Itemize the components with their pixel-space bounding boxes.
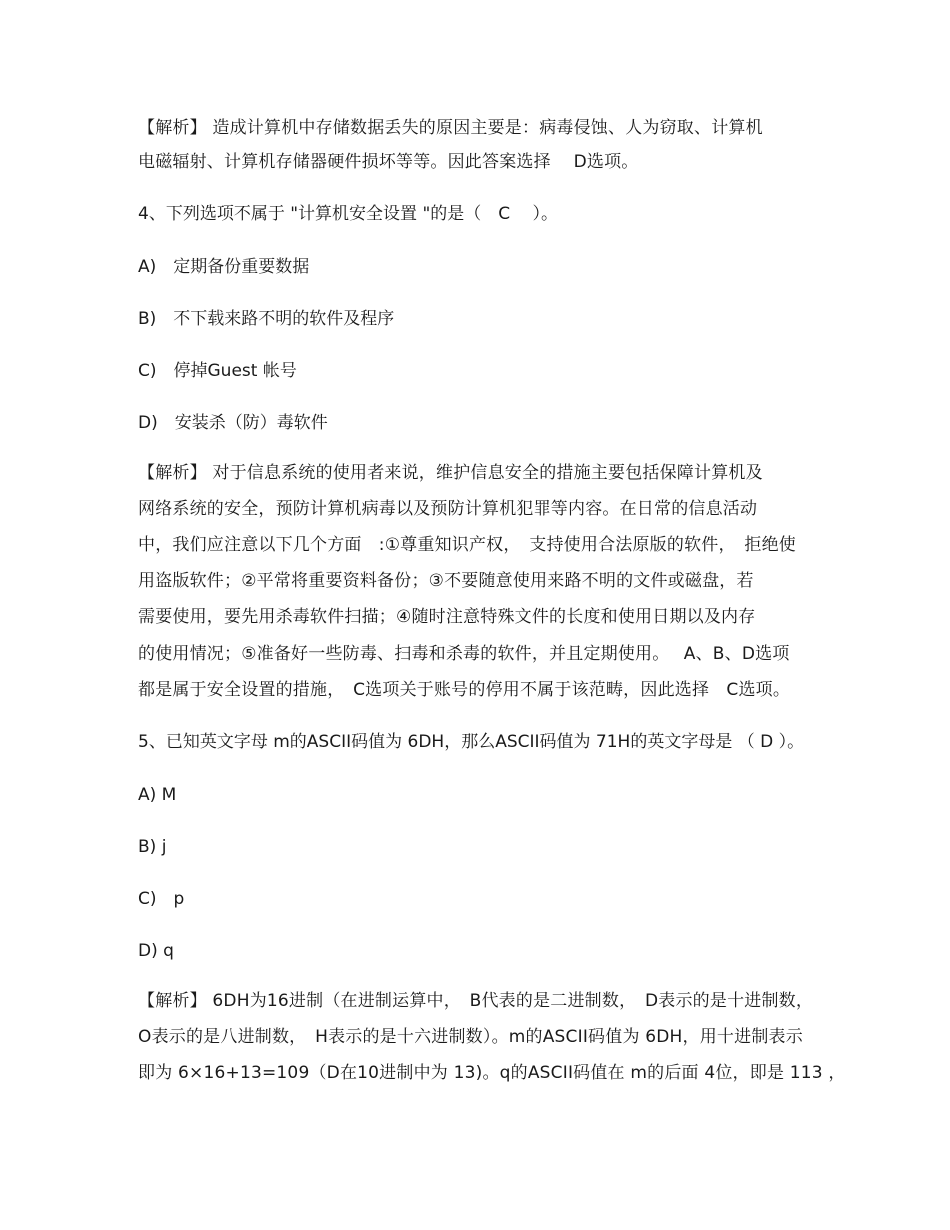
option-b: B) j (138, 837, 167, 857)
analysis-line: 都是属于安全设置的措施， C选项关于账号的停用不属于该范畴，因此选择 C选项。 (138, 680, 791, 700)
analysis-line: 即为 6×16+13=109（D在10进制中为 13)。q的ASCII码值在 m的后面 4位，即是 113 ， (138, 1063, 846, 1083)
question-4: 4、下列选项不属于 "计算机安全设置 "的是（ C ）。 (138, 204, 559, 224)
option-a: A) M (138, 785, 177, 805)
option-c: C) p (138, 889, 185, 909)
analysis-line: 网络系统的安全，预防计算机病毒以及预防计算机犯罪等内容。在日常的信息活动 (138, 499, 758, 519)
option-c: C) 停掉Guest 帐号 (138, 361, 297, 381)
analysis-line: 的使用情况；⑤准备好一些防毒、扫毒和杀毒的软件，并且定期使用。 A、B、D选项 (138, 644, 790, 664)
analysis-line: 需要使用，要先用杀毒软件扫描；④随时注意特殊文件的长度和使用日期以及内存 (138, 607, 756, 627)
option-a: A) 定期备份重要数据 (138, 257, 310, 277)
analysis-line: 用盗版软件；②平常将重要资料备份；③不要随意使用来路不明的文件或磁盘，若 (138, 571, 754, 591)
analysis-line: O表示的是八进制数， H表示的是十六进制数）。m的ASCII码值为 6DH，用十进制表示 (138, 1027, 803, 1047)
option-d: D) 安装杀（防）毒软件 (138, 413, 328, 433)
analysis-line: 【解析】 6DH为16进制（在进制运算中， B代表的是二进制数， D表示的是十进制数， (138, 991, 814, 1011)
analysis-line: 【解析】 对于信息系统的使用者来说，维护信息安全的措施主要包括保障计算机及 (138, 463, 763, 483)
option-d: D) q (138, 941, 174, 961)
analysis-line: 【解析】 造成计算机中存储数据丢失的原因主要是：病毒侵蚀、人为窃取、计算机 (138, 118, 763, 138)
analysis-line: 中，我们应注意以下几个方面 :①尊重知识产权， 支持使用合法原版的软件， 拒绝使 (138, 535, 796, 555)
option-b: B) 不下载来路不明的软件及程序 (138, 309, 395, 329)
question-5: 5、已知英文字母 m的ASCII码值为 6DH，那么ASCII码值为 71H的英文字母是 （ D ）。 (138, 732, 805, 752)
analysis-line: 电磁辐射、计算机存储器硬件损坏等等。因此答案选择 D选项。 (138, 152, 639, 172)
